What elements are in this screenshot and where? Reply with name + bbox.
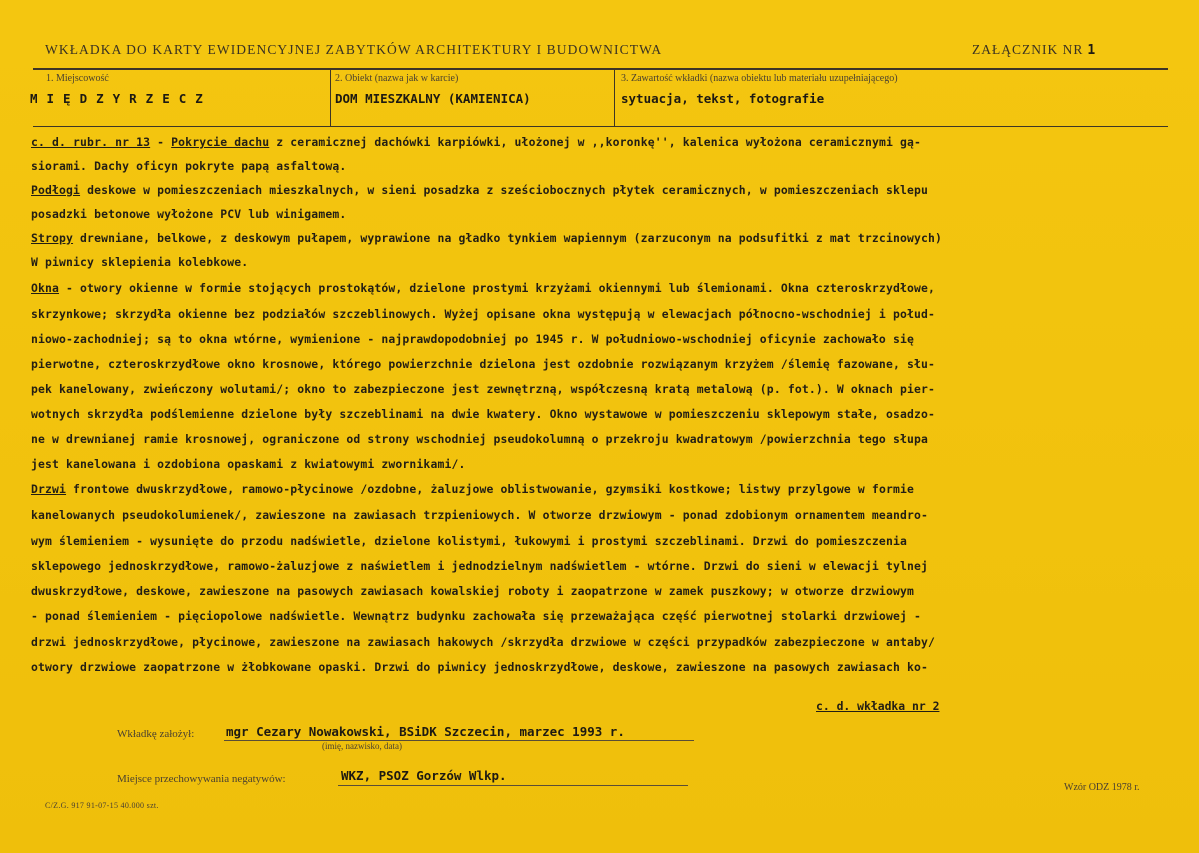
text-line: posadzki betonowe wyłożone PCV lub winigamem. <box>31 207 347 221</box>
text-line: siorami. Dachy oficyn pokryte papą asfaltową. <box>31 159 347 173</box>
prepared-by-label: Wkładkę założył: <box>117 728 195 740</box>
heading-doors: Drzwi <box>31 482 67 496</box>
negatives-location-label: Miejsce przechowywania negatywów: <box>117 773 286 785</box>
header-rule-top <box>33 68 1168 70</box>
negatives-location-underline <box>338 785 688 786</box>
header-rule-bottom <box>33 126 1168 127</box>
field-separator-1 <box>330 70 331 126</box>
locality-label: 1. Miejscowość <box>46 73 109 84</box>
object-label: 2. Obiekt (nazwa jak w karcie) <box>335 73 459 84</box>
text-line: pierwotne, czteroskrzydłowe okno krosnowe, którego powierzchnie dzielona jest ozdobnie rozwiązanym krzyżem /ślemię fazowane, słu- <box>31 357 935 371</box>
text-line: dwuskrzydłowe, deskowe, zawieszone na pasowych zawiasach kowalskiej roboty i zaopatrzone w zamek puszkowy; w otworze drzwiowym <box>31 584 914 598</box>
heading-ceilings: Stropy <box>31 231 74 245</box>
text-line: wym ślemieniem - wysunięte do przodu nadświetle, dzielone kolistymi, łukowymi i prostymi szczeblinami. Drzwi do pomieszczenia <box>31 534 907 548</box>
text-line: otwory drzwiowe zaopatrzone w żłobkowane opaski. Drzwi do piwnicy jednoskrzydłowe, deskowe, zawieszone na pasowych zawiasach ko- <box>31 660 928 674</box>
contents-label: 3. Zawartość wkładki (nazwa obiektu lub materiału uzupełniającego) <box>621 73 898 84</box>
text-line <box>31 281 935 295</box>
section-reference: c. d. rubr. nr 13 <box>31 135 151 149</box>
form-title: WKŁADKA DO KARTY EWIDENCYJNEJ ZABYTKÓW ARCHITEKTURY I BUDOWNICTWA <box>45 42 663 57</box>
text-line: skrzynkowe; skrzydła okienne bez podziałów szczeblinowych. Wyżej opisane okna występują w elewacjach północno-wschodniej i połud- <box>31 307 935 321</box>
text-line <box>31 183 928 197</box>
text-fragment: drewniane, belkowe, z deskowym pułapem, wyprawione na gładko tynkiem wapiennym (zarzuconym na podsufitki z mat trzcinowych) <box>73 231 943 245</box>
text-line: ne w drewnianej ramie krosnowej, ograniczone od strony wschodniej pseudokolumną o przekroju kwadratowym /powierzchnia tego słupa <box>31 432 928 446</box>
text-fragment: z ceramicznej dachówki karpiówki, ułożonej w ,,koronkę'', kalenica wyłożona ceramicznymi gą- <box>269 135 922 149</box>
prepared-by-hint: (imię, nazwisko, data) <box>322 741 402 751</box>
text-line <box>31 231 942 245</box>
text-line <box>31 135 921 149</box>
text-line: - ponad ślemieniem - pięciopolowe nadświetle. Wewnątrz budynku zachowała się przeważająca część pierwotnej stolarki drzwiowej - <box>31 609 921 623</box>
negatives-location-value: WKZ, PSOZ Gorzów Wlkp. <box>341 768 507 783</box>
text-line: W piwnicy sklepienia kolebkowe. <box>31 255 249 269</box>
text-line: wotnych skrzydła podślemienne dzielone były szczeblinami na dwie kwatery. Okno wystawowe w pomieszczeniu sklepowym stałe, osadzo- <box>31 407 935 421</box>
text-line: jest kanelowana i ozdobiona opaskami z kwiatowymi zwornikami/. <box>31 457 466 471</box>
heading-roof: Pokrycie dachu <box>171 135 270 149</box>
text-line: sklepowego jednoskrzydłowe, ramowo-żaluzjowe z naświetlem i jednodzielnym nadświetlem - wtórne. Drzwi do sieni w elewacji tylnej <box>31 559 928 573</box>
text-line: pek kanelowany, zwieńczony wolutami/; okno to zabezpieczone jest zewnętrzną, współczesną kratą metalową (p. fot.). W oknach pier- <box>31 382 935 396</box>
form-pattern-note: Wzór ODZ 1978 r. <box>1064 782 1140 793</box>
annex-label <box>972 42 1096 58</box>
annex-label-text: ZAŁĄCZNIK NR <box>972 42 1084 57</box>
text-fragment: frontowe dwuskrzydłowe, ramowo-płycinowe /ozdobne, żaluzjowe oblistwowanie, gzymsiki kostkowe; listwy przylgowe w formie <box>66 482 914 496</box>
prepared-by-value: mgr Cezary Nowakowski, BSiDK Szczecin, marzec 1993 r. <box>226 724 625 739</box>
heading-windows: Okna <box>31 281 60 295</box>
text-line: drzwi jednoskrzydłowe, płycinowe, zawieszone na zawiasach hakowych /skrzydła drzwiowe w części przypadków zabezpieczone w antaby/ <box>31 635 935 649</box>
annex-number: 1 <box>1087 43 1097 58</box>
contents-value: sytuacja, tekst, fotografie <box>621 91 825 106</box>
locality-value: MIĘDZYRZECZ <box>30 91 212 106</box>
text-fragment: deskowe w pomieszczeniach mieszkalnych, w sieni posadzka z sześciobocznych płytek ceramicznych, w pomieszczeniach sklepu <box>80 183 928 197</box>
text-line: niowo-zachodniej; są to okna wtórne, wymienione - najprawdopodobniej po 1945 r. W południowo-wschodniej oficynie zachowało się <box>31 332 914 346</box>
text-fragment: - <box>150 135 172 149</box>
object-value: DOM MIESZKALNY (KAMIENICA) <box>335 91 531 106</box>
field-separator-2 <box>614 70 615 126</box>
printer-imprint: C/Z.G. 917 91-07-15 40.000 szt. <box>45 801 159 810</box>
heading-floors: Podłogi <box>31 183 81 197</box>
text-fragment: - otwory okienne w formie stojących prostokątów, dzielone prostymi krzyżami okiennymi lub ślemionami. Okna czteroskrzydłowe, <box>59 281 935 295</box>
prepared-by-underline <box>224 740 694 741</box>
text-line: kanelowanych pseudokolumienek/, zawieszone na zawiasach trzpieniowych. W otworze drzwiowym - ponad zdobionym ornamentem meandro- <box>31 508 928 522</box>
text-line <box>31 482 914 496</box>
continuation-note: c. d. wkładka nr 2 <box>816 699 940 713</box>
